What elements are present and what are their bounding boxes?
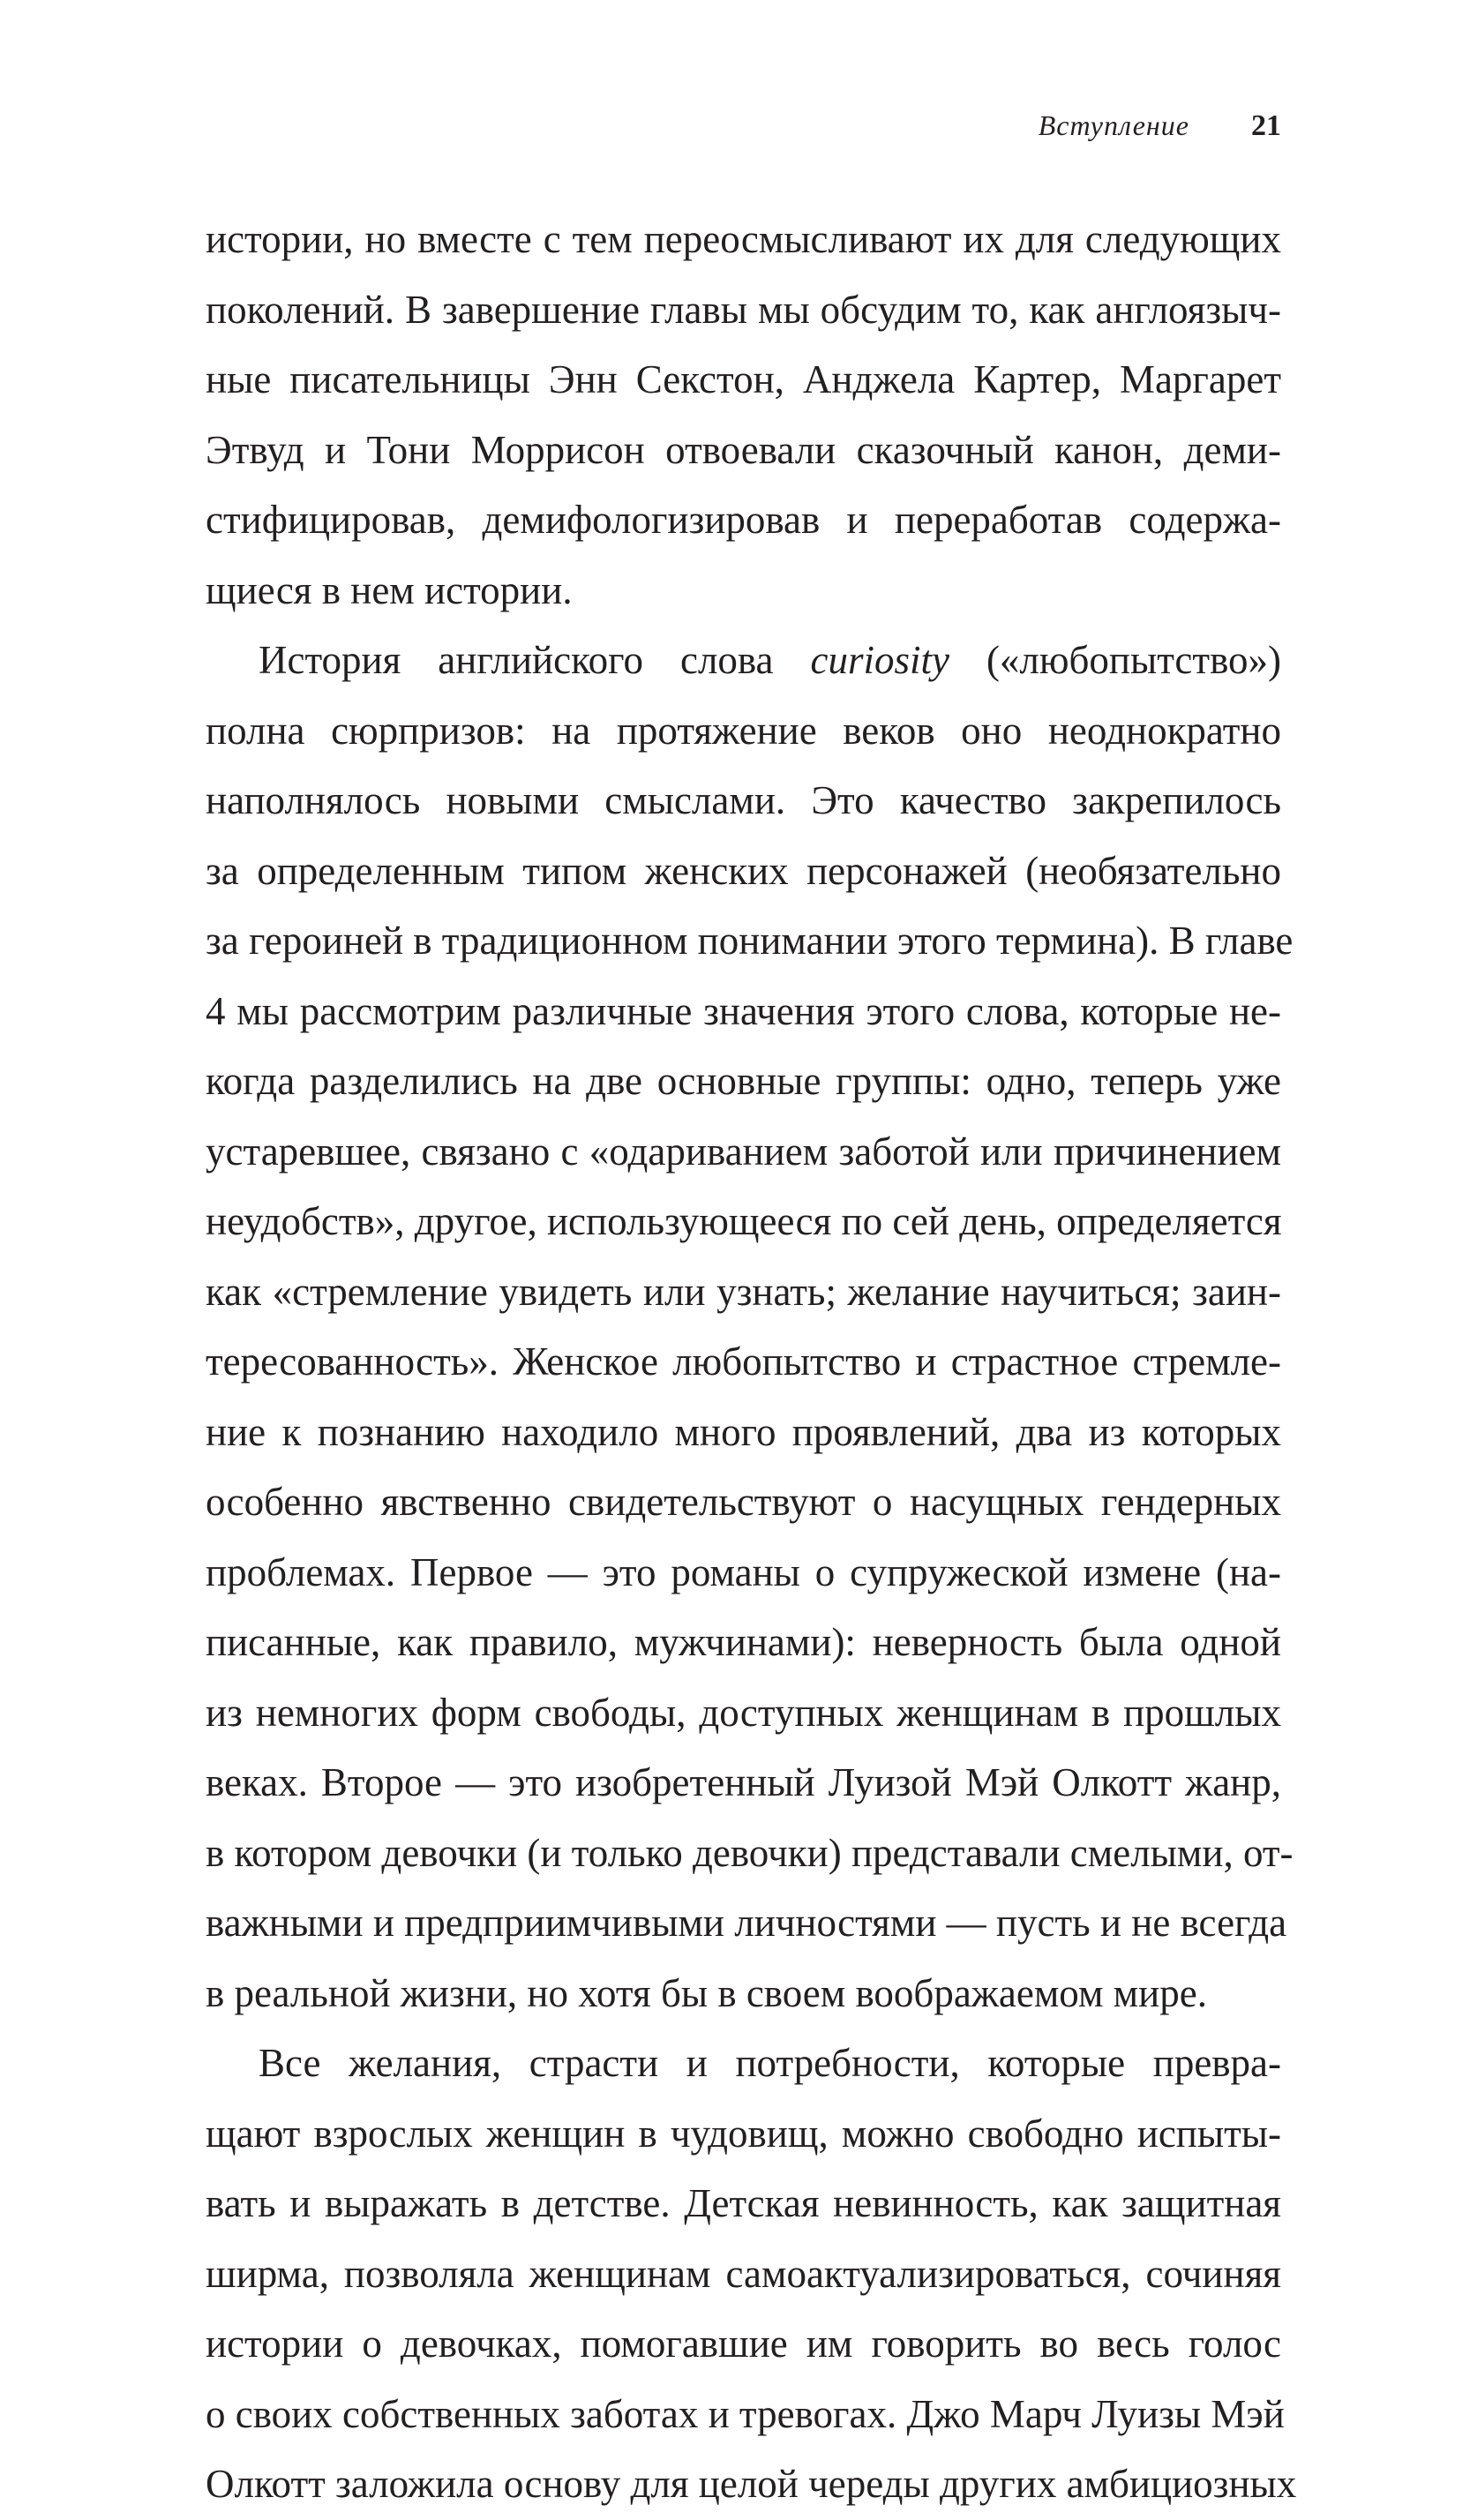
text-line: когда разделились на две основные группы: одно, теперь уже [206,1059,1281,1103]
text-line: ширма, позволяла женщинам самоактуализироваться, сочиняя [206,2251,1281,2296]
running-header [0,108,1281,144]
text-line: стифицировав, демифологизировав и переработав содержа- [206,498,1281,542]
text-line: неудобств», другое, использующееся по сей день, определяется [206,1199,1282,1243]
page-body [206,205,1297,2520]
text-line: щают взрослых женщин в чудовищ, можно свободно испыты- [206,2111,1281,2156]
text-line: ние к познанию находило много проявлений, два из которых [206,1409,1281,1454]
text-line: поколений. В завершение главы мы обсудим то, как англоязыч- [206,287,1281,332]
text-line [206,626,1281,696]
text-line: писанные, как правило, мужчинами): неверность была одной [206,1620,1281,1664]
text-line: Все желания, страсти и потребности, которые превра- [259,2041,1281,2085]
text-line: истории, но вместе с тем переосмысливают их для следующих [206,217,1281,261]
emphasized-term: curiosity [810,638,949,682]
text-line: о своих собственных заботах и тревогах. Джо Марч Луизы Мэй [206,2391,1285,2436]
text-run: История английского слова [259,638,811,682]
text-line: щиеся в нем истории. [206,567,573,612]
paragraph [206,2029,1297,2520]
text-line: как «стремление увидеть или узнать; желание научиться; заин- [206,1269,1281,1314]
text-line: в котором девочки (и только девочки) представали смелыми, от- [206,1830,1294,1875]
text-line: вать и выражать в детстве. Детская невинность, как защитная [206,2181,1281,2225]
paragraph [206,626,1294,2029]
text-line: тересованность». Женское любопытство и страстное стремле- [206,1339,1281,1384]
running-title: Вступление [1038,109,1189,141]
text-line: 4 мы рассмотрим различные значения этого слова, которые не- [206,988,1281,1033]
paragraph [206,205,1281,626]
text-line: проблемах. Первое — это романы о супружеской измене (на- [206,1549,1281,1594]
text-line: ные писательницы Энн Секстон, Анджела Картер, Маргарет [206,357,1281,401]
text-line: важными и предприимчивыми личностями — пусть и не всегда [206,1901,1287,1945]
text-line: из немногих форм свободы, доступных женщинам в прошлых [206,1690,1281,1735]
text-line: устаревшее, связано с «одариванием заботой или причинением [206,1129,1281,1174]
page-number: 21 [1251,109,1281,142]
text-line: за героиней в традиционном понимании этого термина). В главе [206,919,1294,963]
text-run: («любопытство») [949,638,1281,682]
text-line: наполнялось новыми смыслами. Это качество закрепилось [206,778,1281,822]
text-line: Этвуд и Тони Моррисон отвоевали сказочный канон, деми- [206,427,1281,472]
text-line: веках. Второе — это изобретенный Луизой Мэй Олкотт жанр, [206,1760,1281,1804]
text-line: Олкотт заложила основу для целой череды других амбициозных [206,2462,1297,2506]
text-line: особенно явственно свидетельствуют о насущных гендерных [206,1480,1281,1524]
text-line: за определенным типом женских персонажей (необязательно [206,848,1281,893]
text-line: полна сюрпризов: на протяжение веков оно неоднократно [206,708,1281,753]
text-line: в реальной жизни, но хотя бы в своем воображаемом мире. [206,1970,1207,2015]
text-line: истории о девочках, помогавшие им говорить во весь голос [206,2321,1281,2366]
